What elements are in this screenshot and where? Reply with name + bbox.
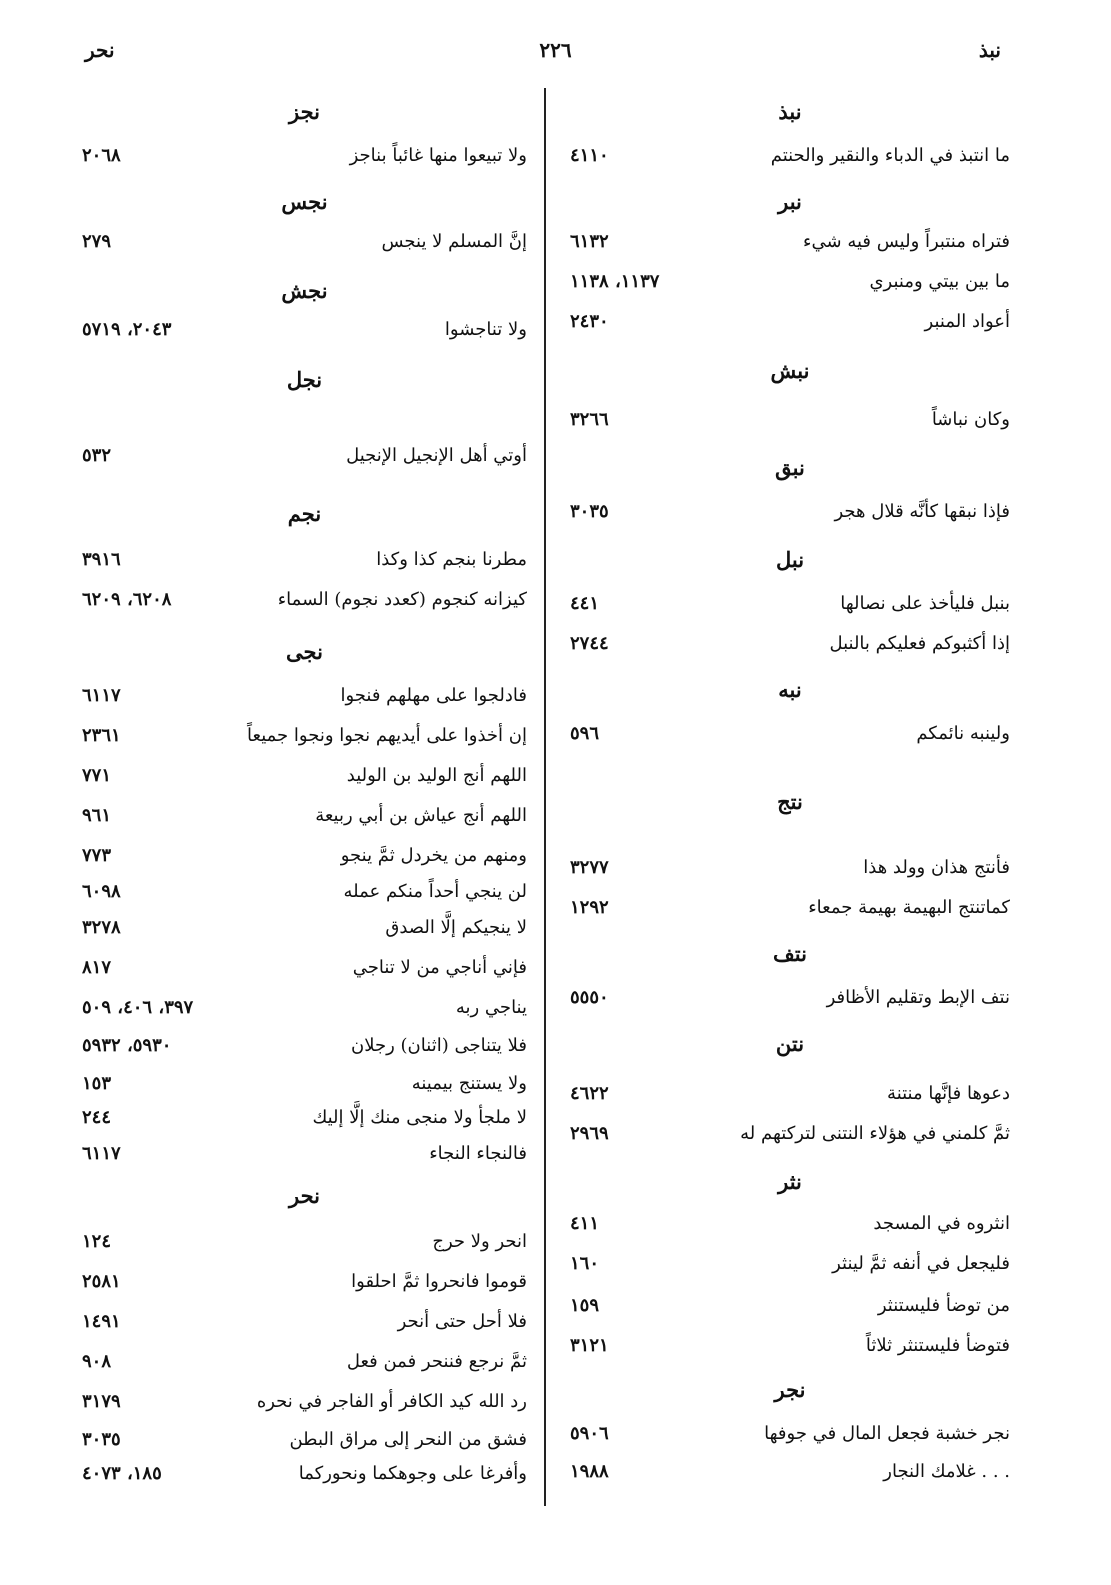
entry-phrase: ولا يستنج بيمينه [411, 1073, 527, 1094]
entry-phrase: لا ملجأ ولا منجى منك إلَّا إليك [312, 1107, 527, 1128]
entry-row [82, 1030, 527, 1062]
entry-references: ٣٢٧٧ [570, 857, 609, 878]
entry-phrase: وكان نباشاً [931, 409, 1010, 430]
entry-phrase: فلا أحل حتى أنحر [397, 1311, 527, 1332]
entry-references: ٩٦١ [82, 805, 112, 826]
entry-phrase: أوتي أهل الإنجيل الإنجيل [346, 445, 527, 466]
entry-row [570, 588, 1010, 620]
entry-references: ٣٠٣٥ [82, 1429, 121, 1450]
entry-references: ٥٩٦ [570, 723, 600, 744]
entry-row [82, 912, 527, 944]
entry-references: ٦٢٠٨، ٦٢٠٩ [82, 589, 172, 610]
entry-references: ٢٤٣٠ [570, 311, 609, 332]
entry-row [82, 760, 527, 792]
entry-row [82, 1226, 527, 1258]
entry-references: ٧٧١ [82, 765, 112, 786]
entry-references: ٢٧٩ [82, 231, 112, 252]
entry-row [570, 404, 1010, 436]
entry-phrase: كيزانه كنجوم (كعدد نجوم) السماء [277, 589, 527, 610]
entry-row [82, 544, 527, 576]
entry-row [82, 1068, 527, 1100]
entry-phrase: اللهم أنج الوليد بن الوليد [346, 765, 527, 786]
entry-row [82, 952, 527, 984]
root-heading: نبه [778, 677, 802, 702]
entry-phrase: لن ينجي أحداً منكم عمله [343, 881, 527, 902]
root-heading: نبذ [778, 99, 802, 124]
root-heading: نبق [775, 455, 805, 480]
entry-phrase: دعوها فإنَّها منتنة [887, 1083, 1010, 1104]
entry-row [82, 1386, 527, 1418]
entry-phrase: ما بين بيتي ومنبري [869, 271, 1010, 292]
entry-references: ٨١٧ [82, 957, 112, 978]
entry-references: ١٨٥، ٤٠٧٣ [82, 1463, 162, 1484]
entry-references: ٥٩٠٦ [570, 1423, 609, 1444]
entry-references: ٣٩٧، ٤٠٦، ٥٠٩ [82, 997, 194, 1018]
entry-references: ٤٦٢٢ [570, 1083, 609, 1104]
entry-row [570, 496, 1010, 528]
entry-phrase: ما انتبذ في الدباء والنقير والحنتم [770, 145, 1010, 166]
entry-references: ٤١١ [570, 1213, 600, 1234]
entry-references: ٣١٢١ [570, 1335, 609, 1356]
entry-row [82, 840, 527, 872]
entry-references: ٦١١٧ [82, 1143, 121, 1164]
entry-references: ٢٩٦٩ [570, 1123, 609, 1144]
entry-references: ١٥٩ [570, 1295, 600, 1316]
entry-references: ٣٩١٦ [82, 549, 121, 570]
entry-phrase: ثمَّ نرجع فننحر فمن فعل [346, 1351, 527, 1372]
entry-row [570, 1418, 1010, 1450]
root-heading: نحر [289, 1183, 320, 1208]
entry-row [570, 140, 1010, 172]
entry-row [82, 140, 527, 172]
entry-references: ١١٣٧، ١١٣٨ [570, 271, 660, 292]
entry-row [570, 892, 1010, 924]
entry-phrase: فليجعل في أنفه ثمَّ لينثر [832, 1253, 1010, 1274]
entry-references: ٣٠٣٥ [570, 501, 609, 522]
entry-phrase: نتف الإبط وتقليم الأظافر [826, 987, 1010, 1008]
entry-row [82, 992, 527, 1024]
entry-phrase: إن أخذوا على أيديهم نجوا ونجوا جميعاً [247, 725, 527, 746]
entry-references: ١٦٠ [570, 1253, 600, 1274]
root-heading: نتج [777, 789, 803, 814]
entry-row [570, 266, 1010, 298]
entry-phrase: فإذا نبقها كأنَّه قلال هجر [834, 501, 1010, 522]
entry-row [570, 628, 1010, 660]
page-number: ٢٢٦ [539, 38, 572, 62]
root-heading: نجم [287, 501, 322, 526]
running-head-last-root: نحر [85, 38, 115, 62]
entry-row [82, 876, 527, 908]
entry-row [82, 1458, 527, 1490]
entry-row [570, 1078, 1010, 1110]
root-heading: نجى [286, 639, 323, 664]
entry-phrase: يناجي ربه [455, 997, 527, 1018]
root-heading: نجر [774, 1377, 806, 1402]
root-heading: نجز [289, 99, 320, 124]
root-heading: نبش [770, 358, 810, 383]
entry-references: ٢٥٨١ [82, 1271, 121, 1292]
entry-references: ١٢٤ [82, 1231, 112, 1252]
entry-row [570, 1118, 1010, 1150]
entry-phrase: ولا تناجشوا [444, 319, 527, 340]
entry-references: ٤١١٠ [570, 145, 609, 166]
entry-row [570, 1330, 1010, 1362]
entry-references: ١٤٩١ [82, 1311, 121, 1332]
entry-row [570, 852, 1010, 884]
entry-references: ١٩٨٨ [570, 1461, 609, 1482]
entry-phrase: لا ينجيكم إلَّا الصدق [385, 917, 527, 938]
entry-phrase: ولينبه نائمكم [916, 723, 1010, 744]
entry-row [570, 1290, 1010, 1322]
entry-row [570, 306, 1010, 338]
entry-row [570, 1456, 1010, 1488]
entry-phrase: من توضأ فليستنثر [877, 1295, 1010, 1316]
root-heading: نجش [281, 278, 328, 303]
running-head-first-root: نبذ [978, 38, 1001, 62]
entry-phrase: ولا تبيعوا منها غائباً بناجز [349, 145, 527, 166]
entry-row [570, 982, 1010, 1014]
entry-references: ٣١٧٩ [82, 1391, 121, 1412]
entry-references: ٥٥٥٠ [570, 987, 609, 1008]
entry-phrase: إنَّ المسلم لا ينجس [381, 231, 527, 252]
entry-references: ٥٩٣٠، ٥٩٣٢ [82, 1035, 172, 1056]
entry-phrase: فادلجوا على مهلهم فنجوا [340, 685, 527, 706]
entry-phrase: فالنجاء النجاء [429, 1143, 527, 1164]
entry-phrase: فأنتج هذان وولد هذا [863, 857, 1010, 878]
column-divider [544, 88, 546, 1506]
entry-references: ٣٢٦٦ [570, 409, 609, 430]
entry-references: ٢٠٤٣، ٥٧١٩ [82, 319, 172, 340]
entry-row [82, 440, 527, 472]
entry-row [82, 720, 527, 752]
entry-phrase: انثروه في المسجد [873, 1213, 1010, 1234]
entry-references: ٤٤١ [570, 593, 600, 614]
root-heading: نتن [775, 1031, 805, 1056]
entry-row [82, 226, 527, 258]
entry-references: ٥٣٢ [82, 445, 112, 466]
entry-references: ١٥٣ [82, 1073, 112, 1094]
entry-row [82, 680, 527, 712]
entry-references: ٦١١٧ [82, 685, 121, 706]
entry-phrase: فلا يتناجى (اثنان) رجلان [351, 1035, 527, 1056]
entry-row [82, 314, 527, 346]
entry-references: ٧٧٣ [82, 845, 112, 866]
entry-row [82, 800, 527, 832]
entry-phrase: قوموا فانحروا ثمَّ احلقوا [351, 1271, 527, 1292]
entry-references: ٢٧٤٤ [570, 633, 609, 654]
entry-row [82, 1306, 527, 1338]
entry-references: ٢٣٦١ [82, 725, 121, 746]
entry-row [82, 584, 527, 616]
entry-references: ٣٢٧٨ [82, 917, 121, 938]
root-heading: نجس [281, 189, 328, 214]
entry-row [82, 1102, 527, 1134]
entry-row [570, 226, 1010, 258]
entry-phrase: فتوضأ فليستنثر ثلاثاً [865, 1335, 1010, 1356]
entry-phrase: اللهم أنج عياش بن أبي ربيعة [315, 805, 527, 826]
entry-phrase: رد الله كيد الكافر أو الفاجر في نحره [256, 1391, 527, 1412]
entry-references: ٩٠٨ [82, 1351, 112, 1372]
entry-phrase: نجر خشبة فجعل المال في جوفها [764, 1423, 1010, 1444]
entry-references: ٢٤٤ [82, 1107, 112, 1128]
entry-phrase: فتراه منتبراً وليس فيه شيء [803, 231, 1010, 252]
root-heading: نثر [778, 1169, 802, 1194]
entry-phrase: إذا أكثبوكم فعليكم بالنبل [829, 633, 1010, 654]
entry-references: ١٢٩٢ [570, 897, 609, 918]
root-heading: نبل [775, 547, 805, 572]
entry-phrase: أعواد المنبر [924, 311, 1010, 332]
entry-phrase: كماتنتج البهيمة بهيمة جمعاء [808, 897, 1010, 918]
entry-row [570, 718, 1010, 750]
entry-phrase: انحر ولا حرج [432, 1231, 527, 1252]
entry-phrase: مطرنا بنجم كذا وكذا [376, 549, 527, 570]
entry-references: ٦٠٩٨ [82, 881, 121, 902]
entry-references: ٢٠٦٨ [82, 145, 121, 166]
entry-row [82, 1138, 527, 1170]
entry-phrase: ومنهم من يخردل ثمَّ ينجو [340, 845, 527, 866]
root-heading: نجل [286, 367, 323, 392]
root-heading: نبر [778, 189, 802, 214]
entry-row [570, 1248, 1010, 1280]
entry-phrase: فشق من النحر إلى مراق البطن [289, 1429, 527, 1450]
entry-phrase: ثمَّ كلمني في هؤلاء النتنى لتركتهم له [740, 1123, 1010, 1144]
entry-row [570, 1208, 1010, 1240]
entry-row [82, 1266, 527, 1298]
entry-phrase: . . . غلامك النجار [883, 1461, 1010, 1482]
entry-phrase: بنبل فليأخذ على نصالها [840, 593, 1010, 614]
entry-row [82, 1346, 527, 1378]
entry-references: ٦١٣٢ [570, 231, 609, 252]
root-heading: نتف [773, 941, 807, 966]
entry-phrase: فإني أناجي من لا تناجي [352, 957, 527, 978]
entry-phrase: وأفرغا على وجوهكما ونحوركما [298, 1463, 527, 1484]
entry-row [82, 1424, 527, 1456]
